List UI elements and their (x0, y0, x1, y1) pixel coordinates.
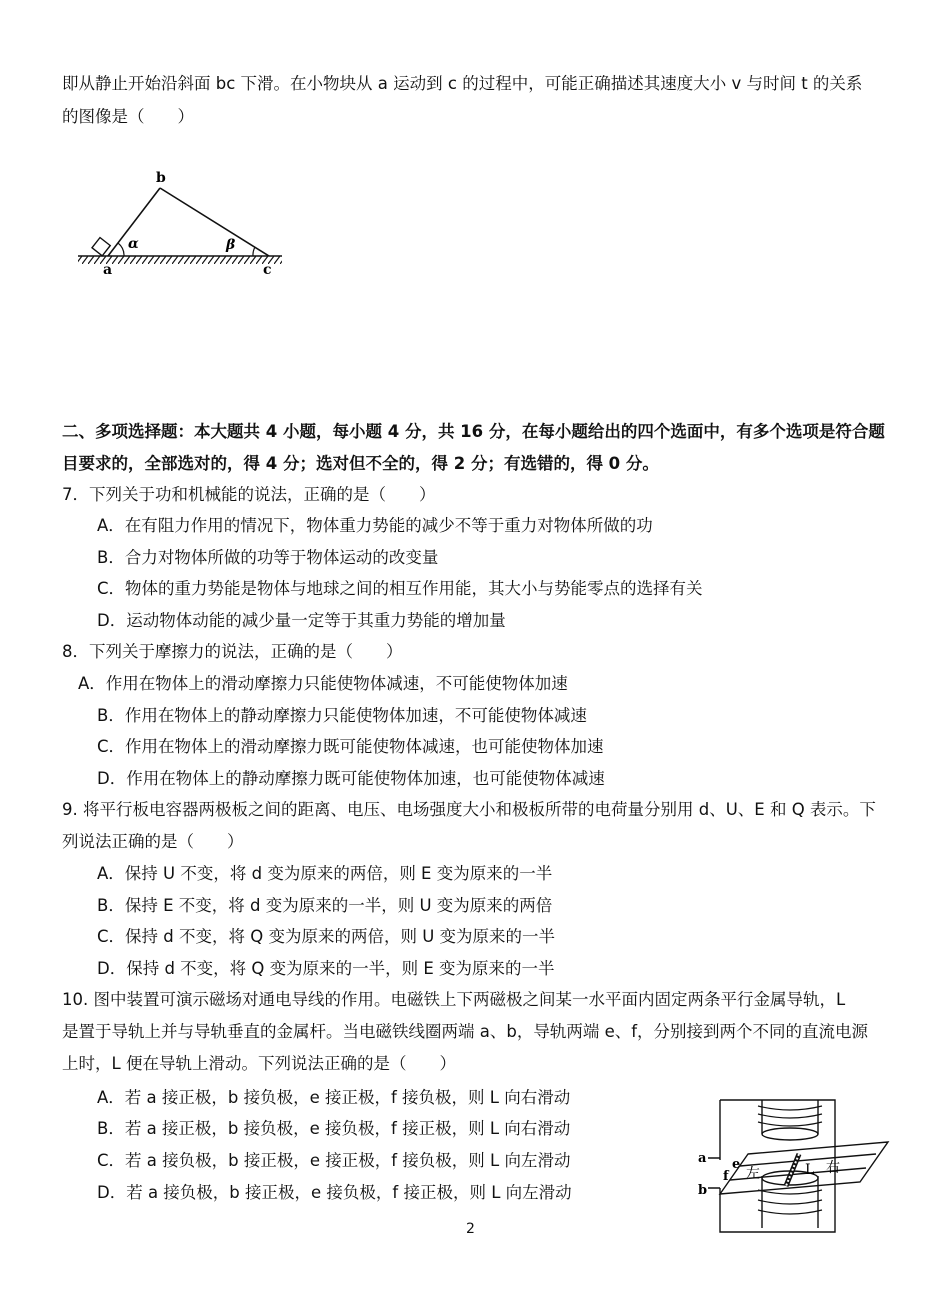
q10-stem-1: 10. 图中装置可演示磁场对通电导线的作用。电磁铁上下两磁极之间某一水平面内固定两条平行金属导轨，L (62, 990, 846, 1009)
label-beta: β (226, 237, 236, 253)
small-block (92, 238, 110, 256)
label-f-terminal: f (723, 1169, 729, 1184)
q10-stem-2: 是置于导轨上并与导轨垂直的金属杆。当电磁铁线圈两端 a、b，导轨两端 e、f，分别接到两个不同的直流电源 (62, 1022, 869, 1041)
label-alpha: α (128, 236, 139, 252)
q7-option-c: C．物体的重力势能是物体与地球之间的相互作用能，其大小与势能零点的选择有关 (97, 579, 703, 598)
label-rod-L: L (805, 1162, 815, 1178)
q7-option-a: A．在有阻力作用的情况下，物体重力势能的减少不等于重力对物体所做的功 (97, 516, 653, 535)
q10-option-d: D．若 a 接负极，b 接正极，e 接负极，f 接正极，则 L 向左滑动 (97, 1183, 572, 1202)
label-b-terminal: b (698, 1183, 708, 1198)
label-b: b (156, 170, 166, 186)
section2-line-2: 目要求的，全部选对的，得 4 分；选对但不全的，得 2 分；有选错的，得 0 分。 (62, 454, 659, 473)
electromagnet-figure (690, 1088, 900, 1238)
incline-figure (70, 160, 295, 285)
q8-option-b: B．作用在物体上的静动摩擦力只能使物体加速，不可能使物体减速 (97, 706, 587, 725)
section2-line-1: 二、多项选择题：本大题共 4 小题，每小题 4 分，共 16 分，在每小题给出的四个选面中，有多个选项是符合题 (62, 422, 885, 441)
q8-option-d: D．作用在物体上的静动摩擦力既可能使物体加速，也可能使物体减速 (97, 769, 605, 788)
q10-stem-3: 上时，L 便在导轨上滑动。下列说法正确的是（ ） (62, 1054, 456, 1073)
q9-option-d: D．保持 d 不变，将 Q 变为原来的一半，则 E 变为原来的一半 (97, 959, 555, 978)
q9-option-a: A．保持 U 不变，将 d 变为原来的两倍，则 E 变为原来的一半 (97, 864, 553, 883)
q10-option-a: A．若 a 接正极，b 接负极，e 接正极，f 接负极，则 L 向右滑动 (97, 1088, 571, 1107)
q9-stem-2: 列说法正确的是（ ） (62, 832, 244, 851)
label-a-terminal: a (698, 1151, 707, 1166)
intro-line-1: 即从静止开始沿斜面 bc 下滑。在小物块从 a 运动到 c 的过程中，可能正确描述其速度大小 v 与时间 t 的关系 (62, 74, 863, 93)
q7-option-b: B．合力对物体所做的功等于物体运动的改变量 (97, 548, 439, 567)
q9-option-b: B．保持 E 不变，将 d 变为原来的一半，则 U 变为原来的两倍 (97, 896, 553, 915)
q8-option-c: C．作用在物体上的滑动摩擦力既可能使物体减速，也可能使物体加速 (97, 737, 604, 756)
label-a: a (103, 262, 113, 278)
label-right: 右 (826, 1160, 840, 1176)
metal-rod-L (786, 1154, 799, 1186)
slope-bc (160, 188, 269, 256)
q8-option-a: A．作用在物体上的滑动摩擦力只能使物体减速，不可能使物体加速 (78, 674, 568, 693)
page-number: 2 (466, 1221, 475, 1237)
q10-option-b: B．若 a 接正极，b 接负极，e 接负极，f 接正极，则 L 向右滑动 (97, 1119, 571, 1138)
alpha-arc (118, 243, 124, 256)
label-c: c (263, 262, 272, 278)
label-left: 左 (746, 1166, 760, 1182)
q7-stem: 7．下列关于功和机械能的说法，正确的是（ ） (62, 485, 436, 504)
q7-option-d: D．运动物体动能的减少量一定等于其重力势能的增加量 (97, 611, 506, 630)
q9-stem-1: 9. 将平行板电容器两极板之间的距离、电压、电场强度大小和极板所带的电荷量分别用 d、U、E 和 Q 表示。下 (62, 800, 876, 819)
intro-line-2: 的图像是（ ） (62, 107, 194, 126)
label-e-terminal: e (732, 1157, 741, 1172)
q8-stem: 8．下列关于摩擦力的说法，正确的是（ ） (62, 642, 403, 661)
q9-option-c: C．保持 d 不变，将 Q 变为原来的两倍，则 U 变为原来的一半 (97, 927, 556, 946)
beta-arc (253, 247, 255, 256)
q10-option-c: C．若 a 接负极，b 接正极，e 接正极，f 接负极，则 L 向左滑动 (97, 1151, 571, 1170)
